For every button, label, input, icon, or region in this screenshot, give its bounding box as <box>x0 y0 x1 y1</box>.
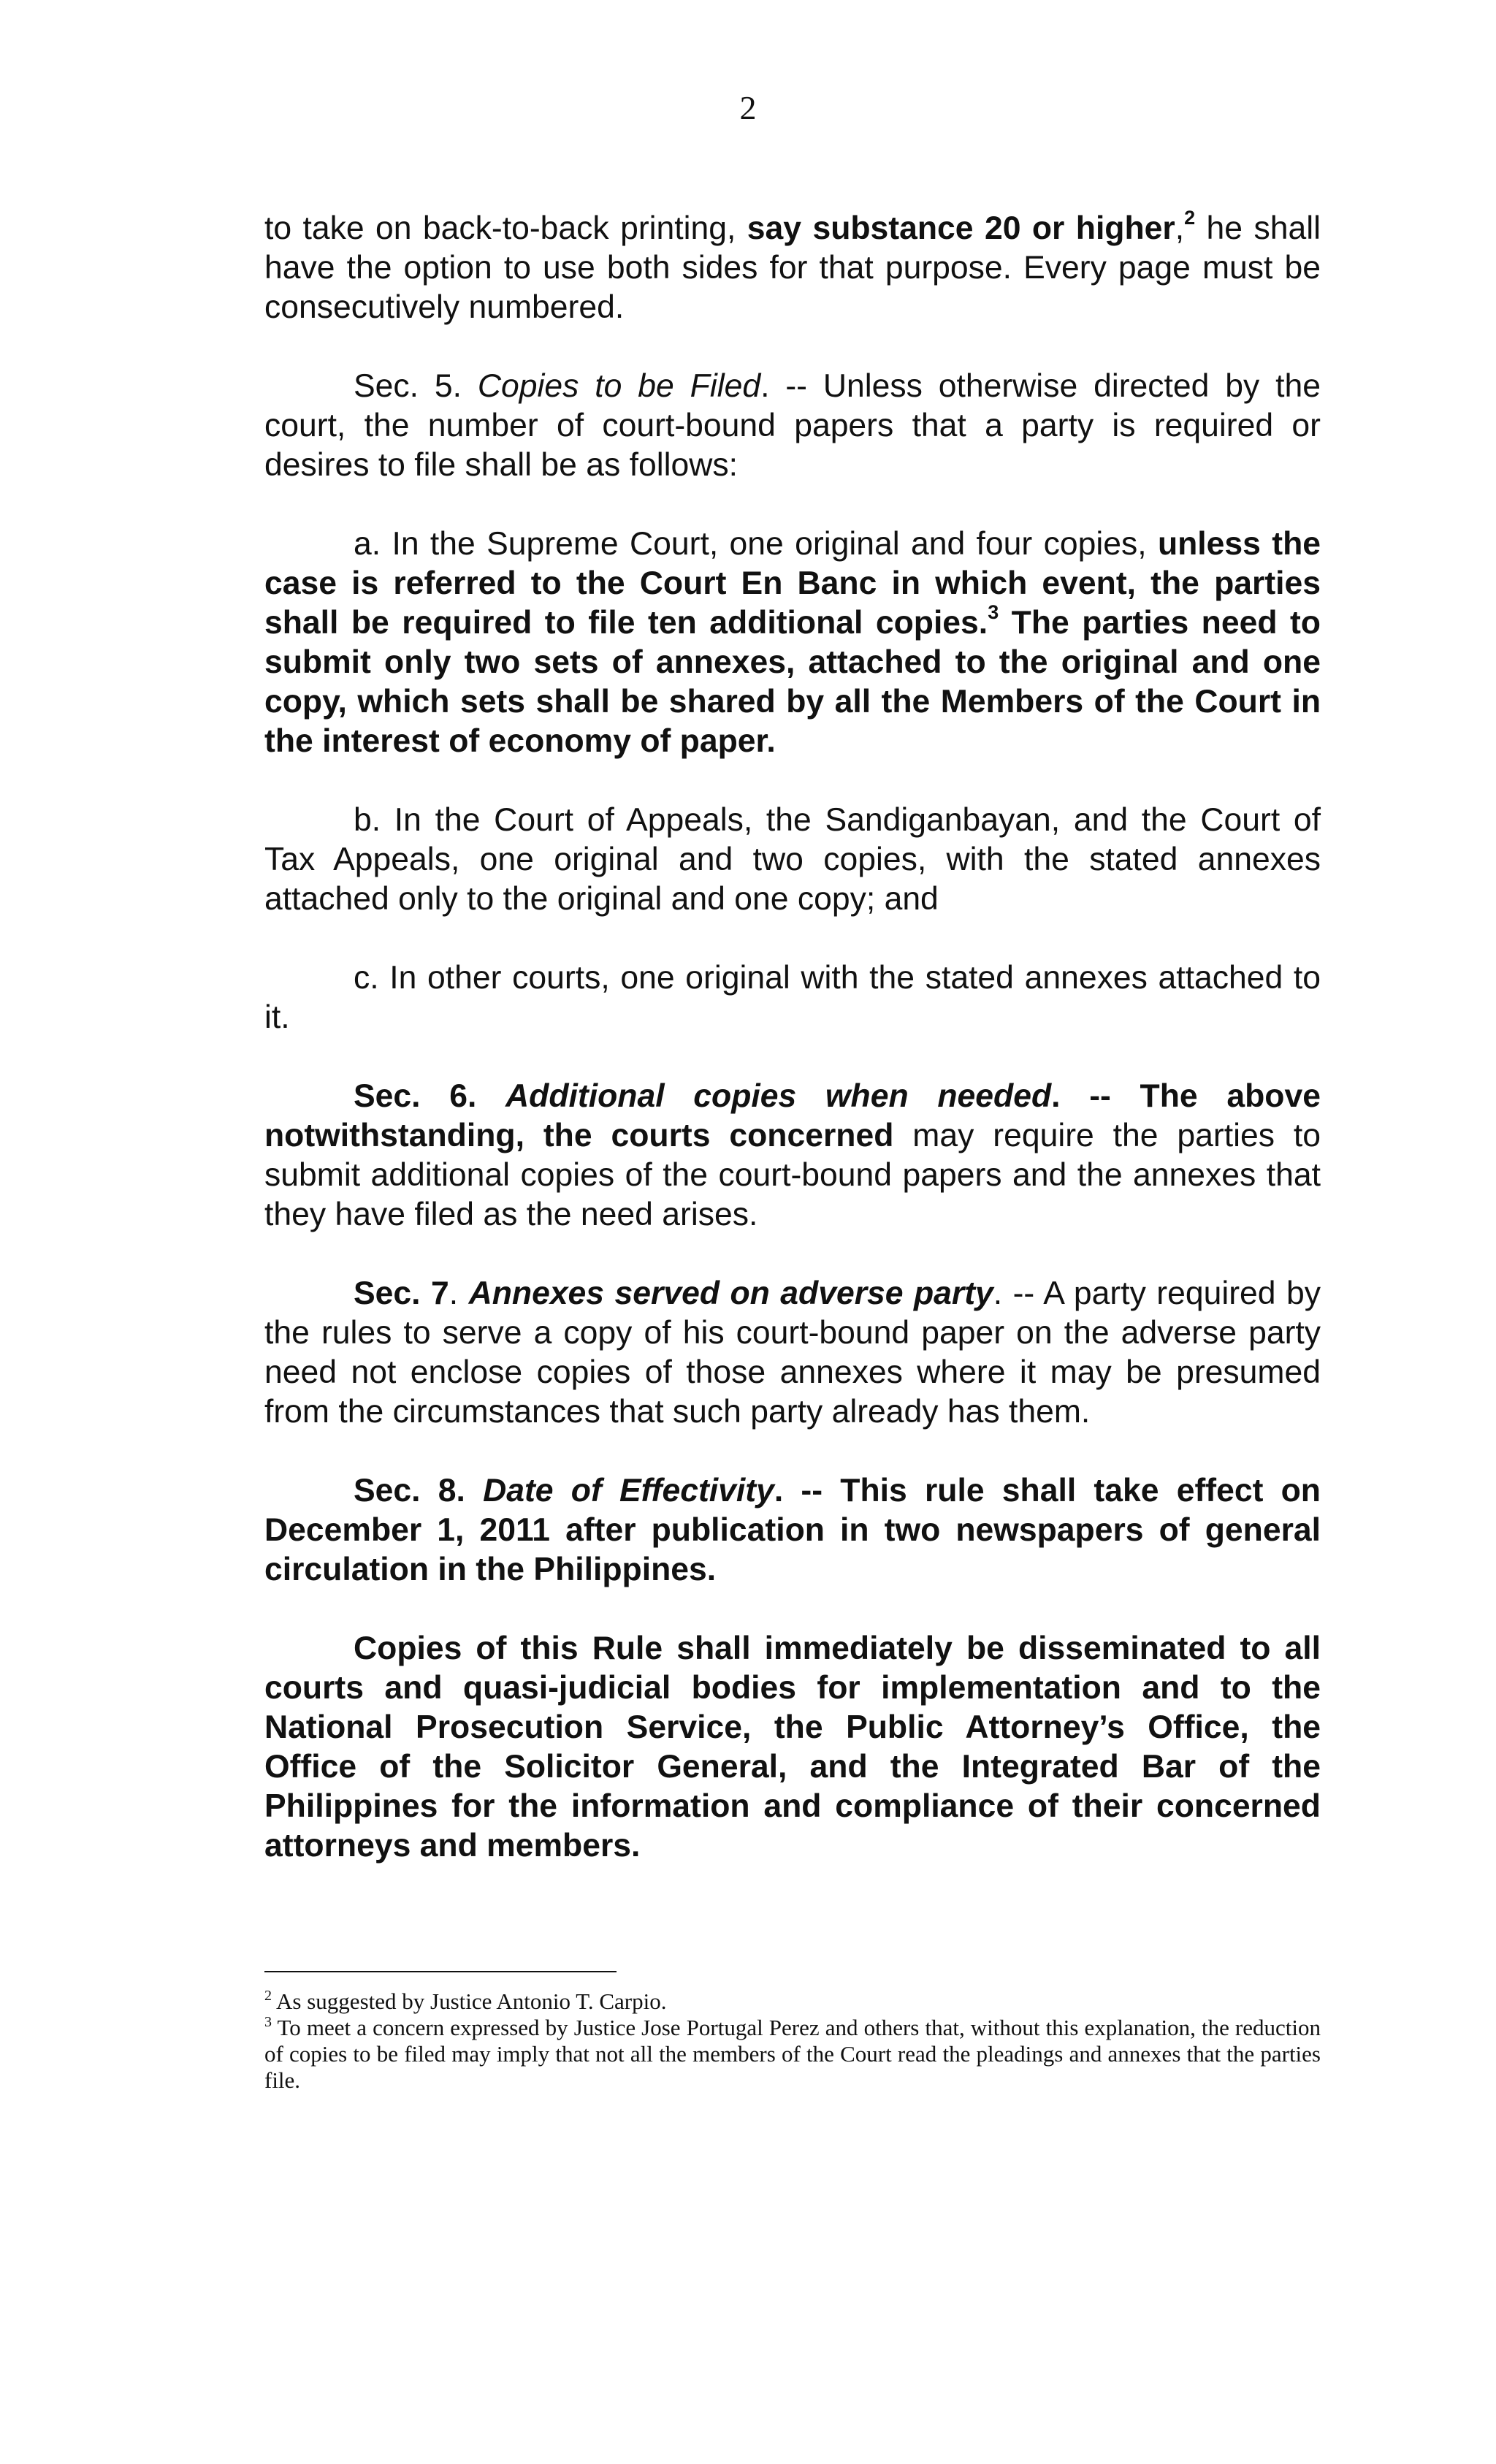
bold-text-run: . -- The above notwithstanding, the courts concerned <box>264 1078 1321 1153</box>
section-text: may require the parties to submit additional copies of the court-bound papers and the annexes that they have filed as the need arises. <box>264 1118 1321 1232</box>
section-7 <box>264 1274 1321 1432</box>
section-text: . -- A party required by the rules to serve a copy of his court-bound paper on the adverse party need not enclose copies of those annexes where it may be presumed from the circumstances that such party already has them. <box>264 1275 1321 1430</box>
section-title: Date of Effectivity <box>483 1473 774 1508</box>
section-label: Sec. 8. <box>354 1473 484 1508</box>
item-c <box>264 958 1321 1037</box>
footnote-ref-2: 2 <box>1184 207 1196 229</box>
closing-paragraph <box>264 1629 1321 1866</box>
item-a <box>264 525 1321 761</box>
closing-text: Copies of this Rule shall immediately be disseminated to all courts and quasi-judicial bodies for implementation and to the National Prosecution Service, the Public Attorney’s Office, the Office of the Solicitor General, and the Integrated Bar of the Philippines for the information and compliance of their concerned attorneys and members. <box>264 1630 1321 1864</box>
text-run: to take on back-to-back printing, <box>264 210 747 246</box>
section-title: Copies to be Filed <box>477 368 761 404</box>
text-run: . <box>449 1275 469 1311</box>
section-text: . -- Unless otherwise directed by the court, the number of court-bound papers that a party is required or desires to file shall be as follows: <box>264 368 1321 483</box>
section-label: Sec. 5. <box>354 368 478 404</box>
section-title: Additional copies when needed <box>505 1078 1052 1114</box>
document-body <box>264 209 1321 1905</box>
footnote-mark: 3 <box>264 2014 272 2030</box>
footnote-3 <box>264 2015 1321 2094</box>
footnote-mark: 2 <box>264 1988 272 2004</box>
text-run: , <box>1175 210 1185 246</box>
bold-text-run: say substance 20 or higher <box>747 210 1175 246</box>
section-5 <box>264 367 1321 485</box>
section-title: Annexes served on adverse party <box>468 1275 993 1311</box>
paragraph-back-to-back-printing <box>264 209 1321 327</box>
footnote-text: To meet a concern expressed by Justice Jose Portugal Perez and others that, without this explanation, the reduction of copies to be filed may imply that not all the members of the Court read the pleadings and annexes that the parties file. <box>264 2015 1321 2093</box>
page-number: 2 <box>739 89 757 126</box>
text-run: c. In other courts, one original with the stated annexes attached to it. <box>264 960 1321 1035</box>
section-8 <box>264 1471 1321 1590</box>
footnote-divider <box>264 1971 617 1972</box>
section-label: Sec. 6. <box>354 1078 506 1114</box>
item-b <box>264 801 1321 919</box>
footnotes <box>264 1988 1321 2094</box>
bold-text-run: The parties need to submit only two sets of annexes, attached to the original and one copy, which sets shall be shared by all the Members of the Court in the interest of economy of paper. <box>264 605 1321 759</box>
text-run: b. In the Court of Appeals, the Sandiganbayan, and the Court of Tax Appeals, one original and two copies, with the stated annexes attached only to the original and one copy; and <box>264 802 1321 917</box>
section-label: Sec. 7 <box>354 1275 449 1311</box>
section-6 <box>264 1077 1321 1235</box>
footnote-ref-3: 3 <box>988 601 999 623</box>
text-run: he shall have the option to use both sides for that purpose. Every page must be consecutively numbered. <box>264 210 1321 325</box>
bold-text-run: unless the case is referred to the Court En Banc in which event, the parties shall be required to file ten additional copies. <box>264 526 1321 641</box>
text-run: a. In the Supreme Court, one original and four copies, <box>354 526 1158 562</box>
section-text: . -- This rule shall take effect on December 1, 2011 after publication in two newspapers of general circulation in the Philippines. <box>264 1473 1321 1587</box>
footnote-2 <box>264 1988 1321 2015</box>
footnote-text: As suggested by Justice Antonio T. Carpio. <box>272 1988 667 2014</box>
